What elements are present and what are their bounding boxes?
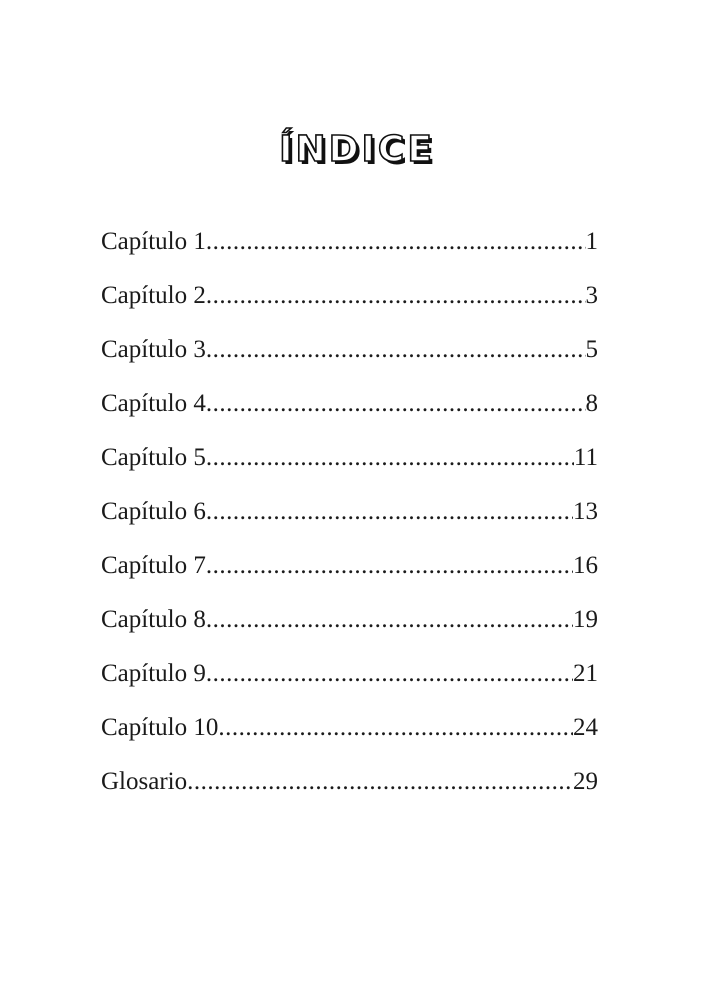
dot-leader — [206, 444, 574, 472]
toc-entry-capitulo-6[interactable] — [101, 498, 598, 552]
toc-entry-page: 29 — [573, 768, 598, 795]
toc-entry-page: 5 — [585, 336, 598, 363]
toc-entry-capitulo-3[interactable] — [101, 336, 598, 390]
toc-entry-label: Capítulo 9 — [101, 660, 206, 687]
dot-leader — [206, 228, 586, 256]
toc-entry-page: 11 — [573, 444, 598, 471]
toc-entry-label: Capítulo 2 — [101, 282, 206, 309]
toc-entry-capitulo-7[interactable] — [101, 552, 598, 606]
toc-entry-glosario[interactable] — [101, 768, 598, 822]
toc-entry-label: Capítulo 8 — [101, 606, 206, 633]
toc-entry-page: 8 — [585, 390, 598, 417]
dot-leader — [206, 390, 586, 418]
toc-entry-capitulo-5[interactable] — [101, 444, 598, 498]
dot-leader — [206, 336, 586, 364]
toc-entry-capitulo-2[interactable] — [101, 282, 598, 336]
toc-entry-capitulo-10[interactable] — [101, 714, 598, 768]
dot-leader — [187, 768, 573, 796]
toc-entry-label: Capítulo 7 — [101, 552, 206, 579]
toc-entry-page: 3 — [585, 282, 598, 309]
toc-entry-label: Capítulo 10 — [101, 714, 219, 741]
toc-entry-page: 16 — [573, 552, 598, 579]
dot-leader — [206, 660, 573, 688]
toc-entry-capitulo-4[interactable] — [101, 390, 598, 444]
toc-entry-capitulo-8[interactable] — [101, 606, 598, 660]
toc-entry-page: 13 — [573, 498, 598, 525]
toc-entry-label: Capítulo 1 — [101, 228, 206, 255]
toc-entry-capitulo-1[interactable] — [101, 228, 598, 282]
page-title: ÍNDICE — [279, 129, 435, 170]
dot-leader — [206, 282, 586, 310]
toc-entry-page: 1 — [585, 228, 598, 255]
toc-entry-label: Capítulo 6 — [101, 498, 206, 525]
toc-entry-label: Glosario — [101, 768, 188, 795]
dot-leader — [206, 552, 573, 580]
toc-entry-page: 21 — [573, 660, 598, 687]
table-of-contents — [101, 228, 598, 822]
toc-entry-label: Capítulo 3 — [101, 336, 206, 363]
toc-entry-capitulo-9[interactable] — [101, 660, 598, 714]
toc-entry-label: Capítulo 5 — [101, 444, 206, 471]
toc-entry-label: Capítulo 4 — [101, 390, 206, 417]
toc-entry-page: 24 — [573, 714, 598, 741]
dot-leader — [218, 714, 573, 742]
dot-leader — [206, 606, 573, 634]
dot-leader — [206, 498, 573, 526]
toc-entry-page: 19 — [573, 606, 598, 633]
